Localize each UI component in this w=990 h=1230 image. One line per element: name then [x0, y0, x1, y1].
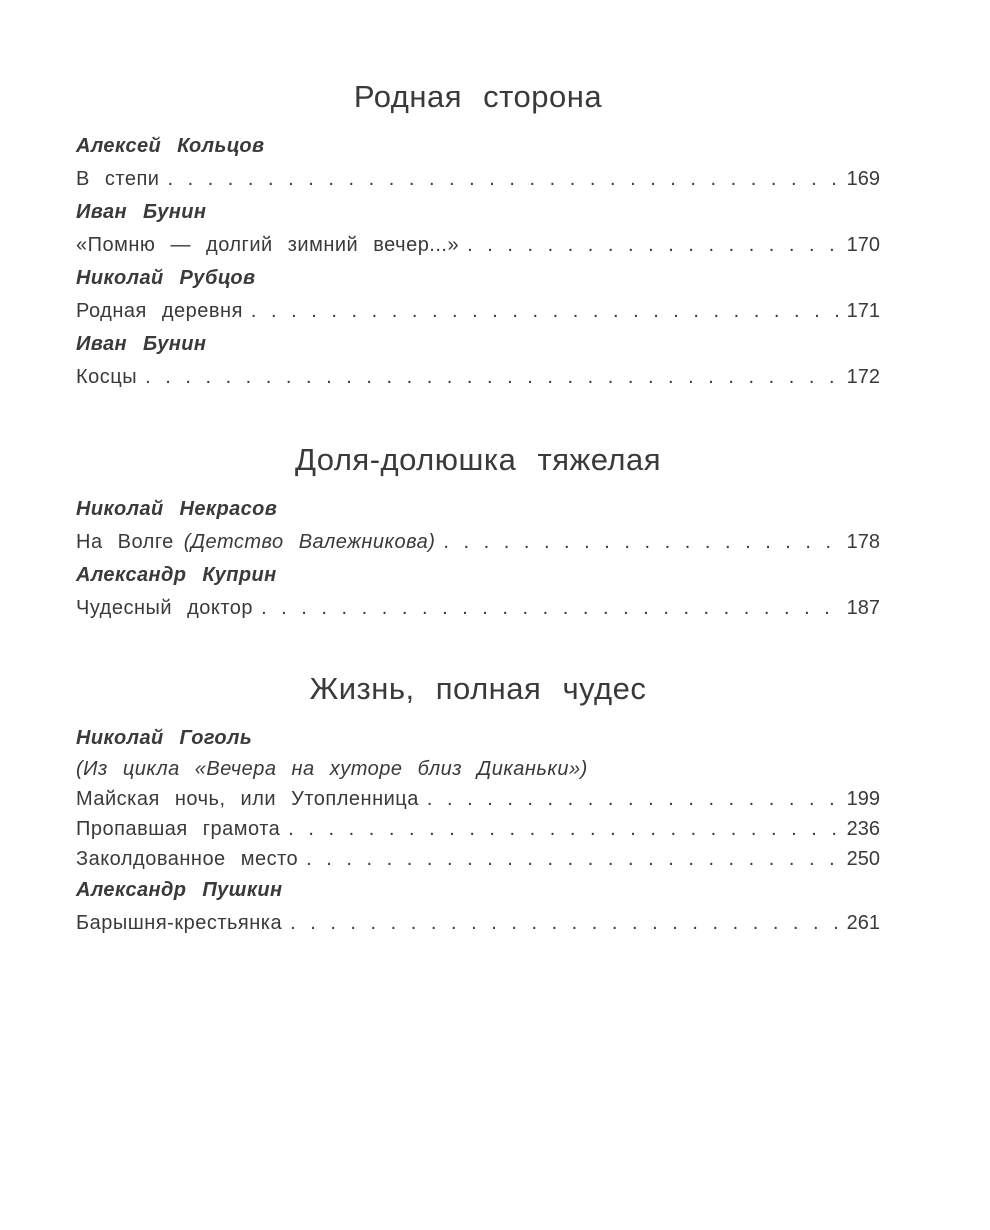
dot-leader — [427, 784, 843, 814]
author-name: Алексей Кольцов — [76, 135, 265, 157]
entry-title: «Помню — долгий зимний вечер...» — [76, 234, 460, 256]
author-name: Иван Бунин — [76, 333, 207, 355]
dot-leader — [443, 525, 842, 559]
entry-title: Родная деревня — [76, 300, 243, 322]
page-number: 261 — [846, 912, 880, 934]
section-title: Жизнь, полная чудес — [309, 671, 647, 706]
toc-entry[interactable] — [76, 814, 880, 844]
entry-title: Пропавшая грамота — [76, 818, 281, 840]
dot-leader — [467, 228, 843, 262]
author-name: Александр Пушкин — [76, 879, 283, 901]
toc-entry[interactable] — [76, 360, 880, 394]
dot-leader — [306, 844, 842, 874]
toc-entry[interactable] — [76, 162, 880, 196]
toc-entry[interactable] — [76, 228, 880, 262]
entry-title: Заколдованное место — [76, 848, 299, 870]
page-number: 187 — [846, 597, 880, 619]
section-title: Родная сторона — [353, 79, 603, 114]
toc-entry[interactable] — [76, 525, 880, 559]
entry-title: Майская ночь, или Утопленница — [76, 788, 419, 810]
author-name: Николай Рубцов — [76, 267, 256, 289]
entry-title: Чудесный доктор — [76, 597, 254, 619]
page-number: 250 — [846, 848, 880, 870]
cycle-note: (Из цикла «Вечера на хуторе близ Диканьки») — [76, 758, 588, 780]
author-name: Николай Гоголь — [76, 727, 253, 749]
dot-leader — [145, 360, 843, 394]
toc-entry[interactable] — [76, 844, 880, 874]
toc-section — [76, 441, 880, 625]
page-number: 170 — [846, 234, 880, 256]
toc-entry[interactable] — [76, 294, 880, 328]
section-title: Доля-долюшка тяжелая — [294, 442, 662, 477]
page-number: 178 — [846, 531, 880, 553]
author-name: Александр Куприн — [76, 564, 277, 586]
page-number: 236 — [846, 818, 880, 840]
page-number: 199 — [846, 788, 880, 810]
entry-subtitle: (Детство Валежникова) — [183, 531, 436, 553]
toc-section — [76, 78, 880, 394]
entry-title: Барышня-крестьянка — [76, 912, 283, 934]
entry-title: Косцы — [76, 366, 138, 388]
page-number: 169 — [846, 168, 880, 190]
toc-entry[interactable] — [76, 591, 880, 625]
dot-leader — [251, 294, 843, 328]
dot-leader — [288, 814, 842, 844]
dot-leader — [261, 591, 843, 625]
entry-title: На Волге — [76, 531, 174, 553]
dot-leader — [167, 162, 842, 196]
toc-entry[interactable] — [76, 784, 880, 814]
entry-title: В степи — [76, 168, 160, 190]
toc-entry[interactable] — [76, 906, 880, 940]
dot-leader — [290, 906, 843, 940]
toc-section — [76, 670, 880, 940]
author-name: Иван Бунин — [76, 201, 207, 223]
author-name: Николай Некрасов — [76, 498, 278, 520]
page-number: 171 — [846, 300, 880, 322]
page-number: 172 — [846, 366, 880, 388]
